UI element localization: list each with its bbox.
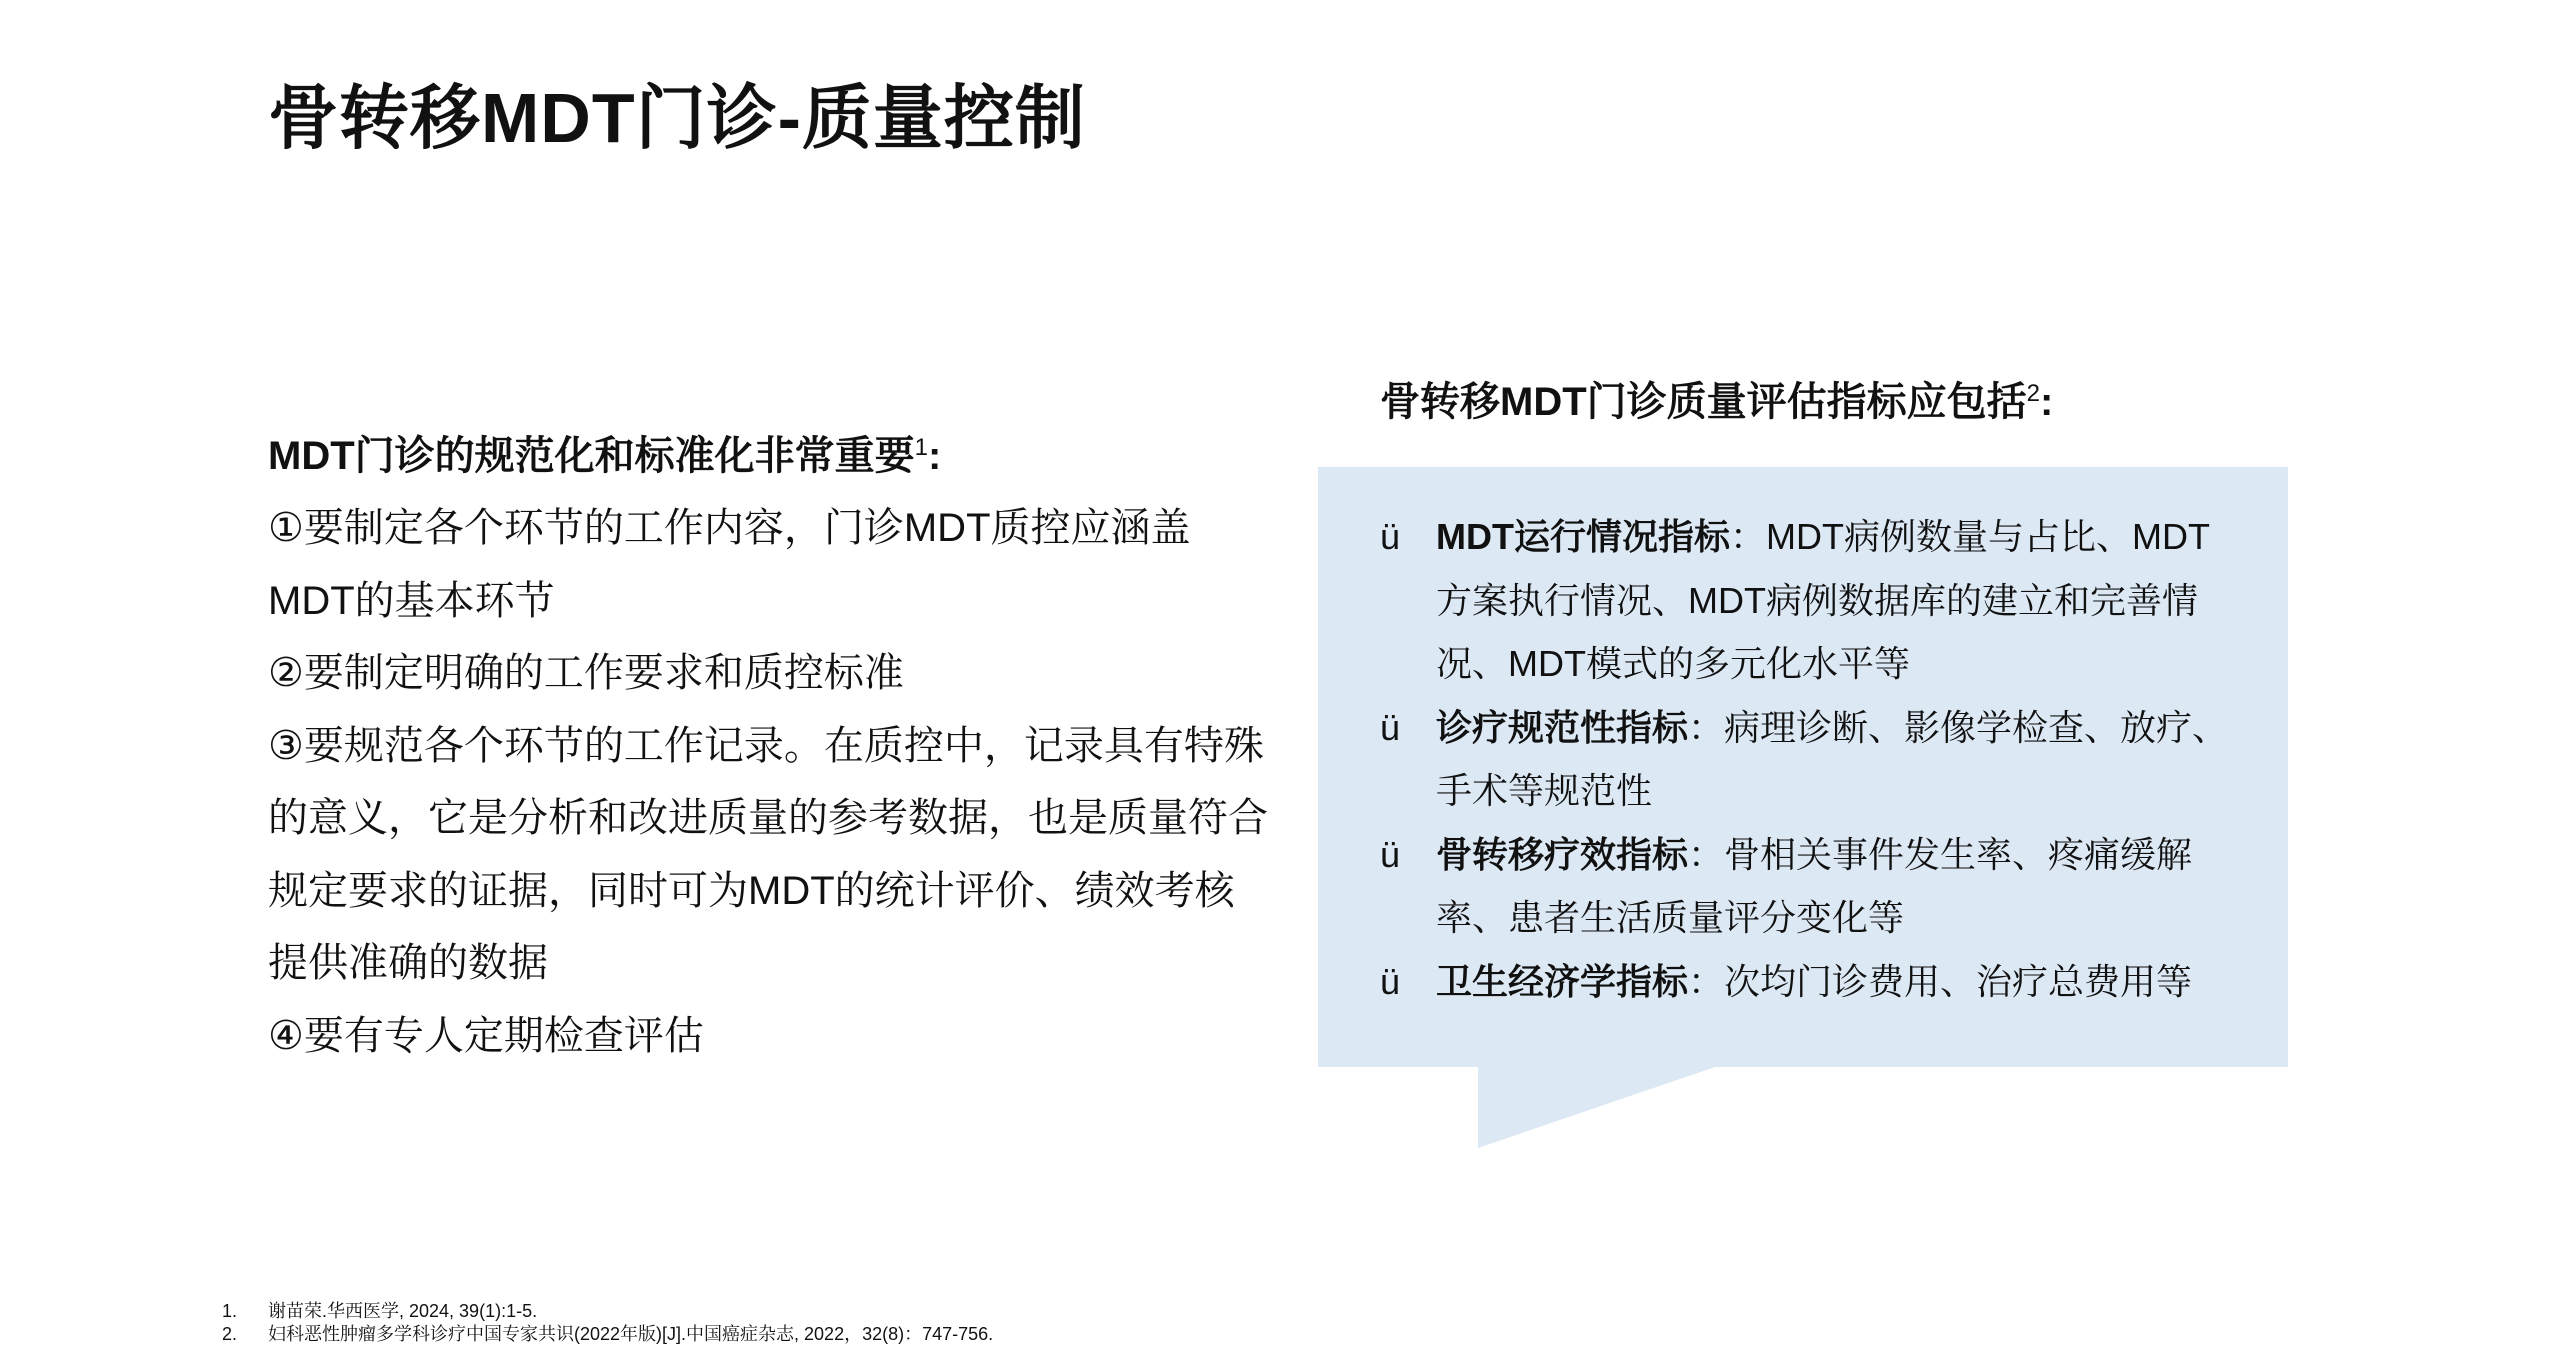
reference-number: 1. — [222, 1301, 238, 1321]
left-heading-suffix: : — [928, 434, 942, 478]
indicator-list — [1380, 505, 2240, 1013]
bullet-label: 卫生经济学指标 — [1436, 960, 1689, 1002]
list-item — [1380, 696, 2240, 823]
left-paragraph-4: ④要有专人定期检查评估 — [268, 1013, 704, 1058]
left-paragraph-3: ③要规范各个环节的工作记录。在质控中，记录具有特殊的意义，它是分析和改进质量的参考数据，也是质量符合规定要求的证据，同时可为MDT的统计评价、绩效考核提供准确的数据 — [268, 723, 1268, 985]
page-title: 骨转移MDT门诊-质量控制 — [268, 79, 1086, 157]
bullet-label: 诊疗规范性指标 — [1436, 706, 1689, 748]
left-heading-ref: 1 — [914, 434, 928, 461]
bullet-text: ：骨相关事件发生率、疼痛缓解率、患者生活质量评分变化等 — [1436, 833, 2193, 938]
checkmark-icon: ü — [1380, 960, 1401, 1002]
left-paragraph-1: ①要制定各个环节的工作内容，门诊MDT质控应涵盖MDT的基本环节 — [268, 506, 1191, 623]
reference-text: 妇科恶性肿瘤多学科诊疗中国专家共识(2022年版)[J].中国癌症杂志, 2022，32(8)：747-756. — [268, 1324, 994, 1344]
reference-number: 2. — [222, 1324, 238, 1344]
bullet-label: 骨转移疗效指标 — [1436, 833, 1689, 875]
checkmark-icon: ü — [1380, 833, 1401, 875]
reference-item — [222, 1300, 993, 1323]
reference-item — [222, 1323, 993, 1346]
references — [222, 1300, 993, 1346]
checkmark-icon: ü — [1380, 706, 1401, 748]
right-heading-suffix: : — [2040, 380, 2054, 424]
bullet-label: MDT运行情况指标 — [1436, 516, 1730, 557]
bullet-text: ：次均门诊费用、治疗总费用等 — [1688, 960, 2193, 1002]
bullet-text: ：MDT病例数量与占比、MDT方案执行情况、MDT病例数据库的建立和完善情况、MDT模式的多元化水平等 — [1436, 516, 2210, 684]
list-item — [1380, 505, 2240, 696]
list-item — [1380, 950, 2240, 1014]
left-paragraph-2: ②要制定明确的工作要求和质控标准 — [268, 651, 904, 695]
bullet-text: ：病理诊断、影像学检查、放疗、手术等规范性 — [1436, 706, 2229, 811]
right-heading-text: 骨转移MDT门诊质量评估指标应包括 — [1380, 380, 2027, 424]
right-heading-ref: 2 — [2026, 380, 2040, 407]
left-heading-text: MDT门诊的规范化和标准化非常重要 — [268, 434, 915, 478]
reference-text: 谢苗荣.华西医学, 2024, 39(1):1-5. — [268, 1301, 538, 1321]
list-item — [1380, 823, 2240, 950]
checkmark-icon: ü — [1380, 516, 1401, 557]
